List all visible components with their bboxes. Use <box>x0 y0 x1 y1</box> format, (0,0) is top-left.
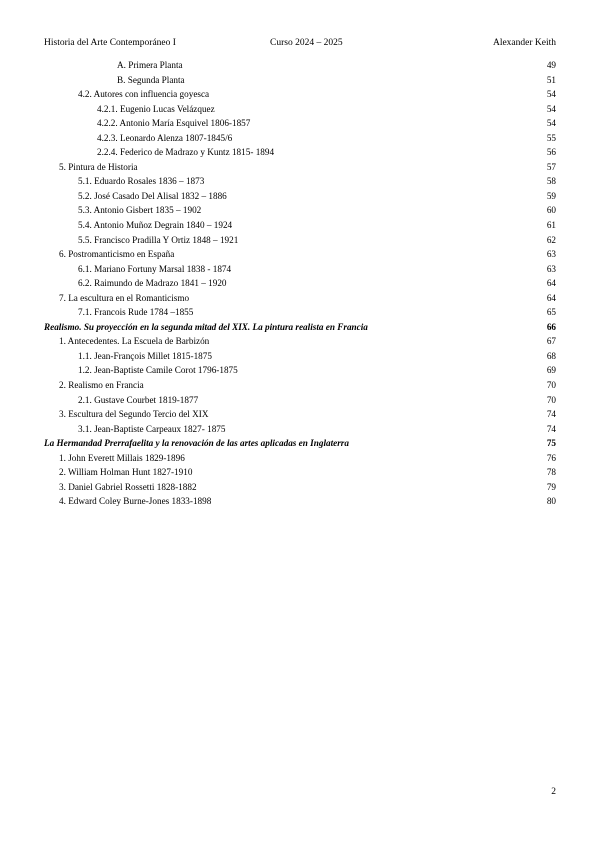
toc-entry-title: 5. Pintura de Historia <box>59 161 138 172</box>
toc-entry-page: 60 <box>546 205 556 216</box>
toc-entry-title: B. Segunda Planta <box>117 74 185 85</box>
toc-entry-page: 63 <box>546 249 556 260</box>
toc-entry[interactable] <box>44 349 556 364</box>
toc-entry-page: 56 <box>546 147 556 158</box>
toc-entry[interactable] <box>44 87 556 102</box>
toc-entry[interactable] <box>44 451 556 466</box>
toc-entry-page: 76 <box>546 452 556 463</box>
toc-entry-title: 4.2.3. Leonardo Alenza 1807-1845/6 <box>97 132 233 143</box>
toc-entry-page: 66 <box>546 321 556 332</box>
header-author: Alexander Keith <box>492 38 556 48</box>
toc-entry[interactable] <box>44 145 556 160</box>
toc-entry-title: 4. Edward Coley Burne-Jones 1833-1898 <box>59 496 212 507</box>
toc-entry-page: 69 <box>546 365 556 376</box>
toc-entry-page: 64 <box>546 278 556 289</box>
toc-entry[interactable] <box>44 494 556 509</box>
toc-entry-page: 74 <box>546 409 556 420</box>
toc-entry-page: 58 <box>546 176 556 187</box>
toc-entry-page: 75 <box>546 438 556 449</box>
toc-entry[interactable] <box>44 131 556 146</box>
toc-entry-title: 1.2. Jean-Baptiste Camile Corot 1796-1875 <box>78 365 238 376</box>
toc-entry[interactable] <box>44 334 556 349</box>
toc-entry-title: 4.2.2. Antonio María Esquivel 1806-1857 <box>97 118 251 129</box>
toc-entry-title: La Hermandad Prerrafaelita y la renovación de las artes aplicadas en Inglaterra <box>44 438 349 449</box>
toc-entry[interactable] <box>44 102 556 117</box>
toc-entry[interactable] <box>44 276 556 291</box>
toc-entry[interactable] <box>44 116 556 131</box>
toc-entry-title: 6. Postromanticismo en España <box>59 249 175 260</box>
toc-entry-page: 67 <box>546 336 556 347</box>
toc-entry-page: 54 <box>546 103 556 114</box>
toc-entry[interactable] <box>44 262 556 277</box>
page-number: 2 <box>551 787 556 797</box>
toc-entry-page: 54 <box>546 118 556 129</box>
page-header <box>44 37 556 49</box>
toc-entry-page: 51 <box>546 74 556 85</box>
toc-entry-title: 1.1. Jean-François Millet 1815-1875 <box>78 350 212 361</box>
toc-entry-page: 74 <box>546 423 556 434</box>
toc-entry[interactable] <box>44 73 556 88</box>
toc-entry-title: 1. John Everett Millais 1829-1896 <box>59 452 185 463</box>
toc-entry-page: 78 <box>546 467 556 478</box>
toc-entry[interactable] <box>44 436 556 451</box>
toc-entry-page: 64 <box>546 292 556 303</box>
toc-entry-title: 7.1. Francois Rude 1784 –1855 <box>78 307 194 318</box>
toc-entry-title: 6.1. Mariano Fortuny Marsal 1838 - 1874 <box>78 263 232 274</box>
toc-entry[interactable] <box>44 480 556 495</box>
toc-entry-title: 5.4. Antonio Muñoz Degrain 1840 – 1924 <box>78 220 233 231</box>
header-course-title: Historia del Arte Contemporáneo I <box>44 38 176 48</box>
toc-entry-page: 70 <box>546 380 556 391</box>
toc-entry[interactable] <box>44 407 556 422</box>
toc-entry[interactable] <box>44 189 556 204</box>
toc-entry-page: 63 <box>546 263 556 274</box>
toc-entry[interactable] <box>44 305 556 320</box>
toc-entry-title: A. Primera Planta <box>117 60 183 70</box>
toc-entry-page: 70 <box>546 394 556 405</box>
toc-entry[interactable] <box>44 363 556 378</box>
toc-entry[interactable] <box>44 465 556 480</box>
toc-entry[interactable] <box>44 247 556 262</box>
toc-entry[interactable] <box>44 393 556 408</box>
toc-entry-title: 2. William Holman Hunt 1827-1910 <box>59 467 193 478</box>
toc-entry-page: 62 <box>546 234 556 245</box>
table-of-contents <box>44 58 556 509</box>
toc-entry-page: 68 <box>546 350 556 361</box>
toc-entry-title: 3. Escultura del Segundo Tercio del XIX <box>59 409 209 420</box>
toc-entry[interactable] <box>44 174 556 189</box>
toc-entry[interactable] <box>44 422 556 437</box>
toc-entry-title: 7. La escultura en el Romanticismo <box>59 292 190 303</box>
toc-entry-title: 5.5. Francisco Pradilla Y Ortiz 1848 – 1921 <box>78 234 239 245</box>
toc-entry-page: 55 <box>546 132 556 143</box>
toc-entry-page: 65 <box>546 307 556 318</box>
toc-entry-title: 2.2.4. Federico de Madrazo y Kuntz 1815- 1894 <box>97 147 275 158</box>
toc-entry-title: 6.2. Raimundo de Madrazo 1841 – 1920 <box>78 278 227 289</box>
toc-entry-title: 4.2.1. Eugenio Lucas Velázquez <box>97 103 215 114</box>
toc-entry[interactable] <box>44 58 556 73</box>
toc-entry-title: 5.3. Antonio Gisbert 1835 – 1902 <box>78 205 202 216</box>
toc-entry-page: 59 <box>546 190 556 201</box>
toc-entry-title: 5.2. José Casado Del Alisal 1832 – 1886 <box>78 190 227 201</box>
toc-entry[interactable] <box>44 203 556 218</box>
toc-entry-page: 57 <box>546 161 556 172</box>
toc-entry[interactable] <box>44 233 556 248</box>
toc-entry[interactable] <box>44 160 556 175</box>
toc-entry-title: 4.2. Autores con influencia goyesca <box>78 89 210 100</box>
toc-entry-title: 3.1. Jean-Baptiste Carpeaux 1827- 1875 <box>78 423 226 434</box>
toc-entry-page: 79 <box>546 481 556 492</box>
toc-entry[interactable] <box>44 320 556 335</box>
toc-entry[interactable] <box>44 378 556 393</box>
toc-entry-title: Realismo. Su proyección en la segunda mitad del XIX. La pintura realista en Francia <box>44 321 368 332</box>
toc-entry-page: 54 <box>546 89 556 100</box>
toc-entry[interactable] <box>44 218 556 233</box>
toc-entry[interactable] <box>44 291 556 306</box>
toc-entry-page: 61 <box>546 220 556 231</box>
toc-entry-title: 3. Daniel Gabriel Rossetti 1828-1882 <box>59 481 197 492</box>
toc-entry-title: 2. Realismo en Francia <box>59 380 144 391</box>
toc-entry-title: 1. Antecedentes. La Escuela de Barbizón <box>59 336 210 347</box>
toc-entry-title: 5.1. Eduardo Rosales 1836 – 1873 <box>78 176 205 187</box>
header-academic-year: Curso 2024 – 2025 <box>270 38 343 48</box>
toc-entry-page: 49 <box>546 60 556 70</box>
toc-entry-title: 2.1. Gustave Courbet 1819-1877 <box>78 394 199 405</box>
toc-entry-page: 80 <box>546 496 556 507</box>
